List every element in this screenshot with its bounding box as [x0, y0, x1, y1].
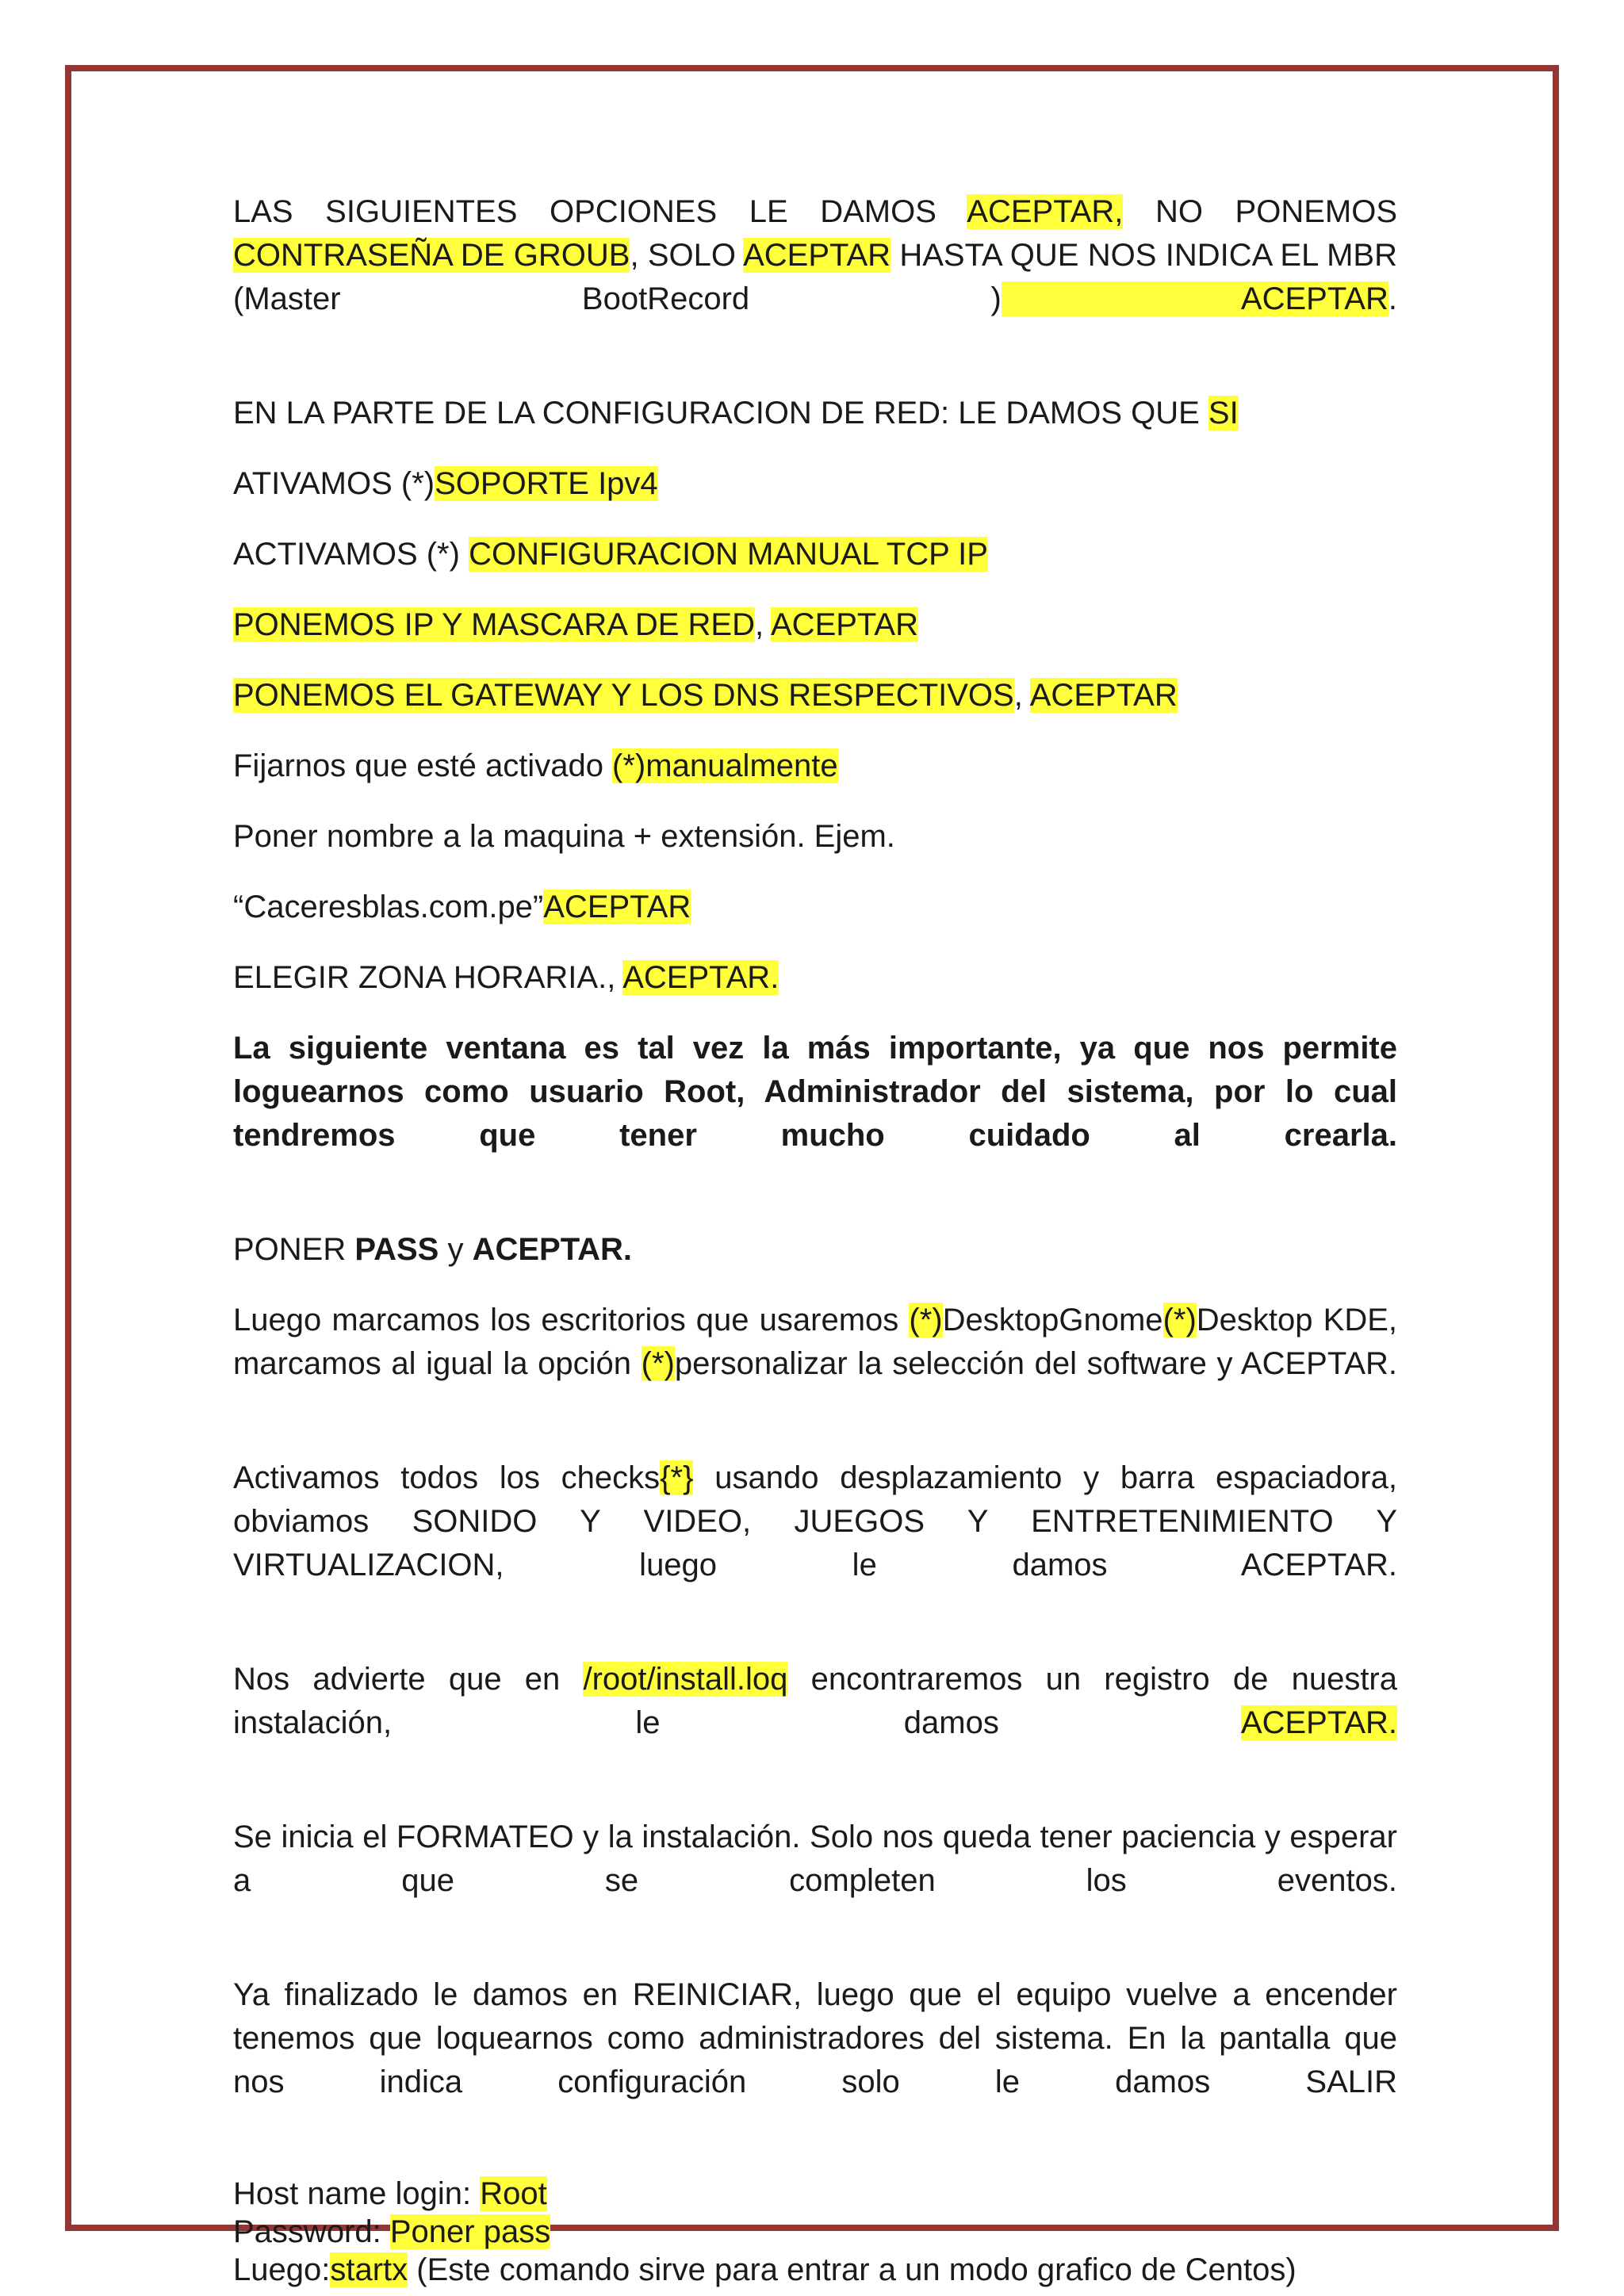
text: , — [1013, 678, 1030, 713]
text: PONER — [233, 1232, 355, 1267]
text: y — [439, 1232, 473, 1267]
paragraph-network-config — [233, 392, 1397, 435]
text: , — [754, 607, 771, 642]
login-line-startx — [233, 2251, 1397, 2289]
bold-text: PASS — [354, 1232, 439, 1267]
highlight: ACEPTAR — [1001, 281, 1388, 316]
highlight: ACEPTAR. — [622, 960, 779, 995]
text: DesktopGnome — [942, 1303, 1163, 1337]
paragraph-pass — [233, 1228, 1397, 1272]
text: Luego marcamos los escritorios que usaremos — [233, 1303, 910, 1337]
text: LAS SIGUIENTES OPCIONES LE DAMOS — [233, 194, 967, 229]
highlight: SI — [1208, 396, 1239, 430]
paragraph-install-log — [233, 1658, 1397, 1789]
text: (Este comando sirve para entrar a un modo grafico de Centos) — [408, 2252, 1297, 2287]
paragraph-ipv4 — [233, 462, 1397, 506]
highlight: ACEPTAR. — [1240, 1705, 1397, 1740]
text: Activamos todos los checks — [233, 1460, 661, 1495]
text: ACTIVAMOS (*) — [233, 537, 469, 572]
highlight: (*) — [641, 1346, 675, 1381]
highlight: PONEMOS EL GATEWAY Y LOS DNS RESPECTIVOS — [233, 678, 1014, 713]
highlight: ACEPTAR — [743, 238, 891, 273]
paragraph-manual — [233, 744, 1397, 788]
text: Desktop KDE, marcamos al igual la opción — [233, 1303, 1397, 1381]
paragraph-reboot — [233, 1973, 1397, 2148]
document-body — [233, 190, 1397, 2289]
highlight: ACEPTAR — [1029, 678, 1178, 713]
login-instructions — [233, 2175, 1397, 2289]
text: ELEGIR ZONA HORARIA., — [233, 960, 623, 995]
text: HASTA QUE NOS INDICA EL MBR (Master BootRecord ) — [233, 238, 1397, 316]
highlight: CONFIGURACION MANUAL TCP IP — [469, 537, 988, 572]
login-line-password — [233, 2213, 1397, 2251]
login-line-host — [233, 2175, 1397, 2213]
text: Poner nombre a la maquina + extensión. Ejem. — [233, 819, 895, 854]
highlight: PONEMOS IP Y MASCARA DE RED — [233, 607, 755, 642]
highlight: Root — [480, 2176, 547, 2211]
text: Luego: — [233, 2252, 331, 2287]
highlight: startx — [330, 2252, 408, 2287]
paragraph-gateway-dns — [233, 674, 1397, 718]
paragraph-ip-mask — [233, 603, 1397, 647]
paragraph-desktops — [233, 1299, 1397, 1429]
paragraph-root-warning — [233, 1027, 1397, 1201]
highlight: ACEPTAR — [543, 890, 691, 924]
paragraph-tcp-ip — [233, 533, 1397, 576]
text: usando desplazamiento y barra espaciadora, obviamos SONIDO Y VIDEO, JUEGOS Y ENTRETENIMIENTO Y VIRTUALIZACION, luego le damos ACEPTAR. — [233, 1460, 1397, 1582]
highlight: Poner pass — [389, 2214, 551, 2249]
bold-text: ACEPTAR. — [472, 1232, 633, 1267]
text: encontraremos un registro de nuestra instalación, le damos — [233, 1662, 1397, 1740]
highlight: CONTRASEÑA DE GROUB — [233, 238, 630, 273]
highlight: (*)manualmente — [612, 748, 838, 783]
paragraph-hostname — [233, 815, 1397, 859]
highlight: {*} — [660, 1460, 694, 1495]
paragraph-checks — [233, 1456, 1397, 1631]
text: EN LA PARTE DE LA CONFIGURACION DE RED: LE DAMOS QUE — [233, 396, 1208, 430]
paragraph-format — [233, 1816, 1397, 1946]
highlight: ACEPTAR, — [967, 194, 1124, 229]
paragraph-aceptar-options — [233, 190, 1397, 365]
text: Nos advierte que en — [233, 1662, 584, 1697]
paragraph-example-domain — [233, 886, 1397, 929]
text: personalizar la selección del software y ACEPTAR. — [674, 1346, 1397, 1381]
text: Se inicia el FORMATEO y la instalación. Solo nos queda tener paciencia y esperar a que se completen los eventos. — [233, 1820, 1397, 1898]
text: NO PONEMOS — [1123, 194, 1397, 229]
text: ATIVAMOS (*) — [233, 466, 435, 501]
paragraph-timezone — [233, 956, 1397, 1000]
text: La siguiente ventana es tal vez la más importante, ya que nos permite loguearnos como usuario Root, Administrador del sistema, por lo cual tendremos que tener mucho cuidado al crearla. — [233, 1031, 1397, 1153]
text: “Caceresblas.com.pe” — [233, 890, 544, 924]
text: Ya finalizado le damos en REINICIAR, luego que el equipo vuelve a encender tenemos que loquearnos como administradores del sistema. En la pantalla que nos indica configuración solo le damos SALIR — [233, 1977, 1397, 2099]
highlight: /root/install.loq — [583, 1662, 788, 1697]
text: Password: — [233, 2214, 390, 2249]
highlight: ACEPTAR — [771, 607, 918, 642]
highlight: SOPORTE Ipv4 — [435, 466, 658, 501]
highlight: (*) — [1162, 1303, 1197, 1337]
text: . — [1388, 281, 1397, 316]
text: , SOLO — [630, 238, 744, 273]
text: Host name login: — [233, 2176, 481, 2211]
text: Fijarnos que esté activado — [233, 748, 613, 783]
highlight: (*) — [909, 1303, 943, 1337]
